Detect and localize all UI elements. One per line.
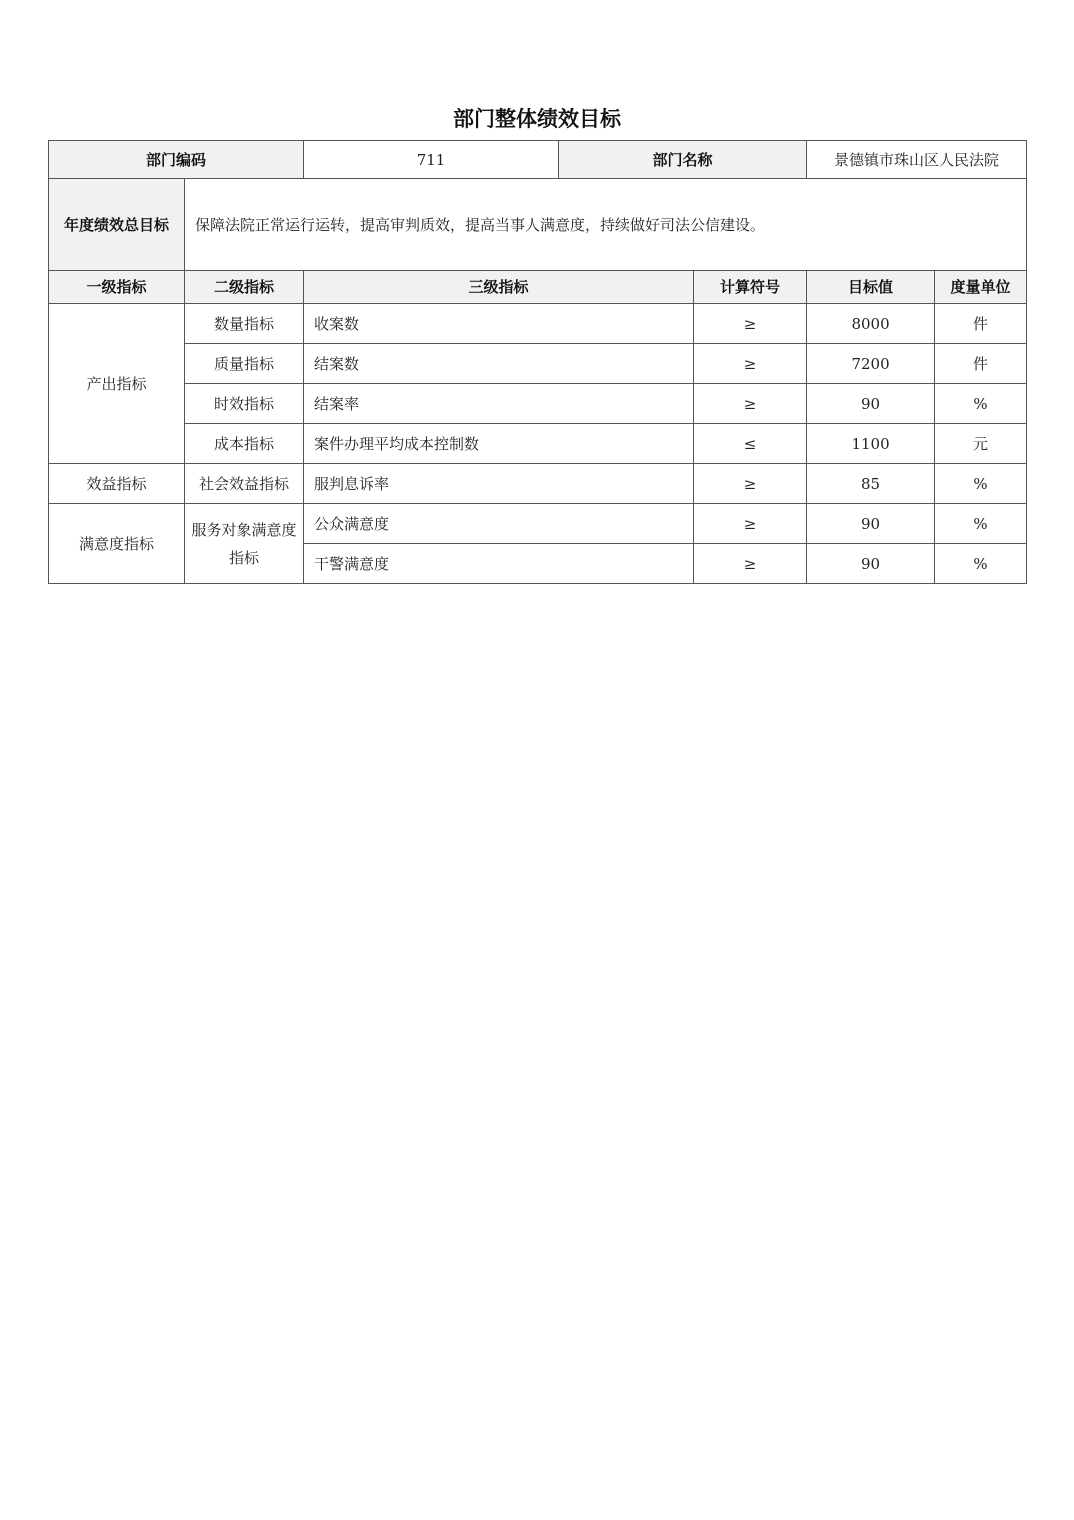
operator-cell: ≥: [694, 544, 807, 584]
level2-cell: 服务对象满意度指标: [185, 504, 304, 584]
column-header-row: [49, 271, 1027, 304]
table-row: [49, 384, 1027, 424]
unit-cell: %: [935, 384, 1027, 424]
level1-cell: 产出指标: [49, 304, 185, 464]
dept-info-row: [49, 141, 1027, 179]
target-cell: 1100: [807, 424, 935, 464]
col-target-header: 目标值: [807, 271, 935, 304]
table-row: [49, 344, 1027, 384]
page-title: 部门整体绩效目标: [453, 107, 621, 131]
level3-cell: 案件办理平均成本控制数: [304, 424, 694, 464]
level2-cell: 数量指标: [185, 304, 304, 344]
level3-cell: 服判息诉率: [304, 464, 694, 504]
col-unit-header: 度量单位: [935, 271, 1027, 304]
target-cell: 90: [807, 544, 935, 584]
operator-cell: ≥: [694, 384, 807, 424]
level2-cell: 时效指标: [185, 384, 304, 424]
unit-cell: 件: [935, 304, 1027, 344]
dept-code-label: 部门编码: [49, 141, 304, 179]
col-level3-header: 三级指标: [304, 271, 694, 304]
col-level2-header: 二级指标: [185, 271, 304, 304]
unit-cell: %: [935, 504, 1027, 544]
col-level1-header: 一级指标: [49, 271, 185, 304]
table-row: [49, 464, 1027, 504]
operator-cell: ≥: [694, 344, 807, 384]
unit-cell: %: [935, 464, 1027, 504]
level1-cell: 满意度指标: [49, 504, 185, 584]
level3-cell: 收案数: [304, 304, 694, 344]
target-cell: 90: [807, 384, 935, 424]
annual-goal-label: 年度绩效总目标: [49, 179, 185, 271]
target-cell: 85: [807, 464, 935, 504]
target-cell: 8000: [807, 304, 935, 344]
table-row: [49, 304, 1027, 344]
level3-cell: 结案率: [304, 384, 694, 424]
unit-cell: %: [935, 544, 1027, 584]
dept-name-value: 景德镇市珠山区人民法院: [807, 141, 1027, 179]
level2-cell: 质量指标: [185, 344, 304, 384]
col-operator-header: 计算符号: [694, 271, 807, 304]
operator-cell: ≤: [694, 424, 807, 464]
level3-cell: 结案数: [304, 344, 694, 384]
level2-cell: 社会效益指标: [185, 464, 304, 504]
target-cell: 7200: [807, 344, 935, 384]
performance-table: [48, 140, 1027, 584]
table-row: [49, 504, 1027, 544]
dept-code-value: 711: [304, 141, 559, 179]
unit-cell: 件: [935, 344, 1027, 384]
operator-cell: ≥: [694, 504, 807, 544]
operator-cell: ≥: [694, 304, 807, 344]
level2-cell: 成本指标: [185, 424, 304, 464]
level3-cell: 干警满意度: [304, 544, 694, 584]
annual-goal-text: 保障法院正常运行运转，提高审判质效，提高当事人满意度，持续做好司法公信建设。: [185, 179, 1027, 271]
operator-cell: ≥: [694, 464, 807, 504]
dept-name-label: 部门名称: [559, 141, 807, 179]
level1-cell: 效益指标: [49, 464, 185, 504]
table-row: [49, 424, 1027, 464]
unit-cell: 元: [935, 424, 1027, 464]
annual-goal-row: [49, 179, 1027, 271]
target-cell: 90: [807, 504, 935, 544]
level3-cell: 公众满意度: [304, 504, 694, 544]
